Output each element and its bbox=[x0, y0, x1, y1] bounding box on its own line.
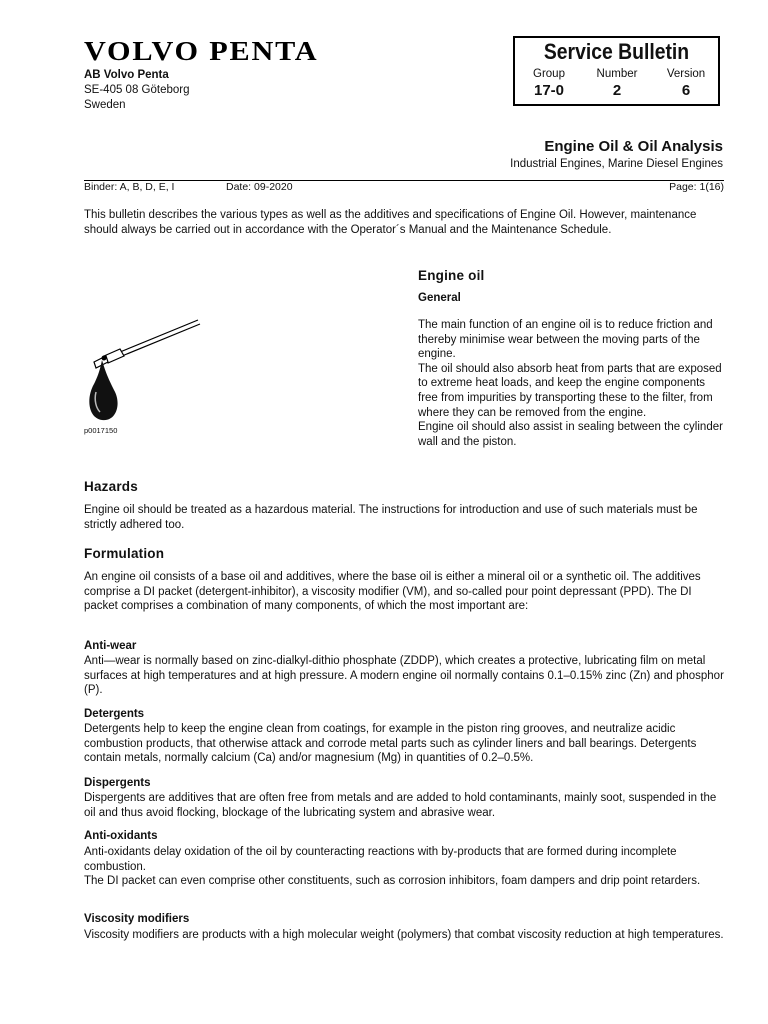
engine-oil-paragraph-3: Engine oil should also assist in sealing between the cylinder wall and the piston. bbox=[418, 421, 723, 448]
hazards-paragraph: Engine oil should be treated as a hazardous material. The instructions for introduction and use of such materials must be strictly adhered too. bbox=[84, 504, 698, 531]
address-line-2: Sweden bbox=[84, 99, 126, 111]
engine-oil-text bbox=[418, 318, 726, 449]
viscosity-modifiers-heading: Viscosity modifiers bbox=[84, 913, 190, 925]
anti-oxidants-paragraph-1: Anti-oxidants delay oxidation of the oil by counteracting reactions with by-products that are formed during incomplete combustion. bbox=[84, 846, 677, 873]
general-subheading: General bbox=[418, 292, 461, 304]
binder-info: Binder: A, B, D, E, I bbox=[84, 181, 175, 193]
viscosity-modifiers-paragraph: Viscosity modifiers are products with a high molecular weight (polymers) that combat viscosity reduction at high temperatures. bbox=[84, 929, 724, 941]
anti-wear-paragraph: Anti—wear is normally based on zinc-dialkyl-dithio phosphate (ZDDP), which creates a protective, lubricating film on metal surfaces at high temperatures and at high pressure. A modern engine oil normally contains 0.1–0.15% zinc (Zn) and phosphor (P). bbox=[84, 655, 724, 697]
dispergents-heading: Dispergents bbox=[84, 777, 151, 789]
anti-oxidants-heading: Anti-oxidants bbox=[84, 830, 158, 842]
engine-oil-paragraph-2: The oil should also absorb heat from parts that are exposed to extreme heat loads, and keep the engine components free from impurities by transporting these to the filter, from where they can be removed from the engine. bbox=[418, 362, 722, 419]
service-bulletin-title: Service Bulletin bbox=[543, 39, 690, 64]
number-value: 2 bbox=[612, 82, 622, 99]
document-title: Engine Oil & Oil Analysis bbox=[544, 138, 723, 155]
volvo-penta-logo: VOLVO PENTA bbox=[84, 36, 319, 66]
engine-oil-paragraph-1: The main function of an engine oil is to reduce friction and thereby minimise wear between the moving parts of the engine. bbox=[418, 319, 713, 361]
formulation-paragraph: An engine oil consists of a base oil and additives, where the base oil is either a mineral oil or a synthetic oil. The additives comprise a DI packet (detergent-inhibitor), a viscosity modifier (VM), and so-called pour point depressant (PPD). The DI packet comprises a combination of many components, of which the most important are: bbox=[84, 571, 701, 613]
company-address bbox=[84, 68, 190, 113]
group-value: 17-0 bbox=[533, 82, 565, 99]
version-value: 6 bbox=[681, 82, 691, 99]
version-field bbox=[656, 68, 716, 99]
date-info: Date: 09-2020 bbox=[226, 181, 293, 193]
intro-paragraph: This bulletin describes the various types as well as the additives and specifications of Engine Oil. However, maintenance should always be carried out in accordance with the Operator´s Manual and the Maintenance Schedule. bbox=[84, 209, 697, 236]
anti-wear-heading: Anti-wear bbox=[84, 640, 137, 652]
version-label: Version bbox=[666, 68, 706, 80]
hazards-heading: Hazards bbox=[84, 479, 138, 494]
group-label: Group bbox=[533, 68, 565, 80]
number-field bbox=[587, 68, 647, 99]
service-bulletin-box bbox=[513, 36, 720, 106]
anti-oxidants-text bbox=[84, 845, 724, 889]
page-info: Page: 1(16) bbox=[669, 181, 724, 193]
document-subtitle: Industrial Engines, Marine Diesel Engines bbox=[510, 158, 723, 170]
group-field bbox=[519, 68, 579, 99]
oil-dipstick-drop-icon bbox=[84, 316, 208, 428]
detergents-heading: Detergents bbox=[84, 708, 145, 720]
figure-caption: p0017150 bbox=[84, 426, 118, 435]
detergents-paragraph: Detergents help to keep the engine clean from coatings, for example in the piston ring grooves, and neutralize acidic combustion products, that otherwise attack and corrode metal parts such as cylinder liners and ball bearings. Detergents contain metals, normally calcium (Ca) and/or magnesium (Mg) in quantities of 0.2–0.5%. bbox=[84, 723, 697, 765]
company-name: AB Volvo Penta bbox=[84, 69, 169, 81]
formulation-heading: Formulation bbox=[84, 546, 165, 561]
header-rule bbox=[84, 180, 724, 181]
number-label: Number bbox=[596, 68, 638, 80]
anti-oxidants-paragraph-2: The DI packet can even comprise other constituents, such as corrosion inhibitors, foam dampers and drip point retarders. bbox=[84, 875, 701, 888]
dispergents-paragraph: Dispergents are additives that are often free from metals and are added to hold contaminants, mainly soot, suspended in the oil and thus avoid flocking, blockage of the lubricating system and abrasive wear. bbox=[84, 792, 717, 819]
address-line-1: SE-405 08 Göteborg bbox=[84, 84, 190, 96]
engine-oil-heading: Engine oil bbox=[418, 268, 485, 283]
